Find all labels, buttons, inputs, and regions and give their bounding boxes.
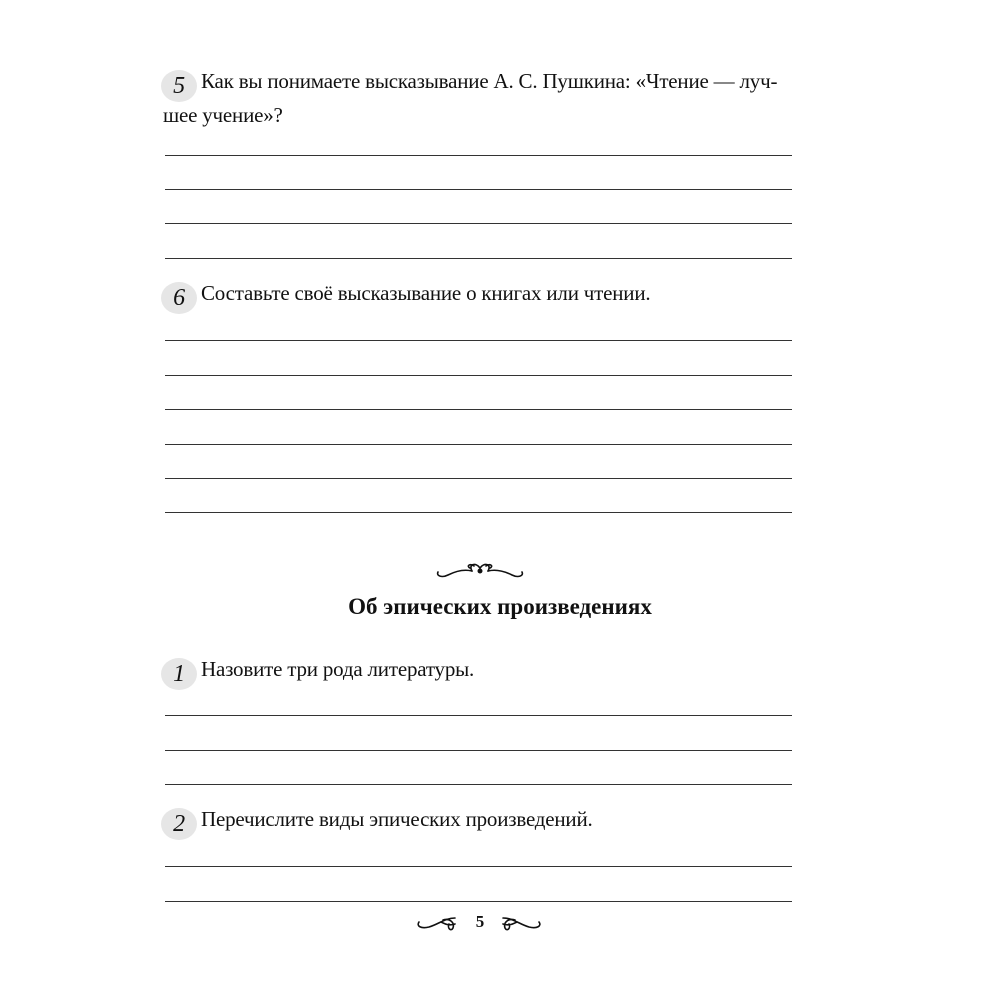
question-text: Как вы понимаете высказывание А. С. Пушкина: «Чтение — луч-шее учение»? [163,69,778,127]
answer-line[interactable] [165,444,792,445]
answer-line[interactable] [165,409,792,410]
answer-line[interactable] [165,750,792,751]
answer-line[interactable] [165,189,792,190]
question-5 [163,68,795,129]
answer-line[interactable] [165,340,792,341]
question-6 [163,280,795,314]
question-text: Составьте своё высказывание о книгах или чтении. [201,281,651,305]
question-number-badge: 5 [161,70,197,102]
answer-line[interactable] [165,512,792,513]
section-title: Об эпических произведениях [348,594,652,619]
question-number-badge: 1 [161,658,197,690]
question-text: Назовите три рода литературы. [201,657,475,681]
answer-line[interactable] [165,258,792,259]
question-1 [163,656,795,690]
question-number-badge: 6 [161,282,197,314]
ornament-divider-icon [434,560,526,580]
answer-line[interactable] [165,901,792,902]
answer-line[interactable] [165,155,792,156]
answer-line[interactable] [165,715,792,716]
answer-line[interactable] [165,784,792,785]
answer-line[interactable] [165,478,792,479]
answer-line[interactable] [165,223,792,224]
question-text: Перечислите виды эпических произведений. [201,807,593,831]
question-number-badge: 2 [161,808,197,840]
question-2 [163,806,795,840]
footer-ornament-right-icon [498,912,543,934]
answer-line[interactable] [165,866,792,867]
answer-line[interactable] [165,375,792,376]
footer-ornament-left-icon [415,912,460,934]
page-number: 5 [475,912,485,931]
